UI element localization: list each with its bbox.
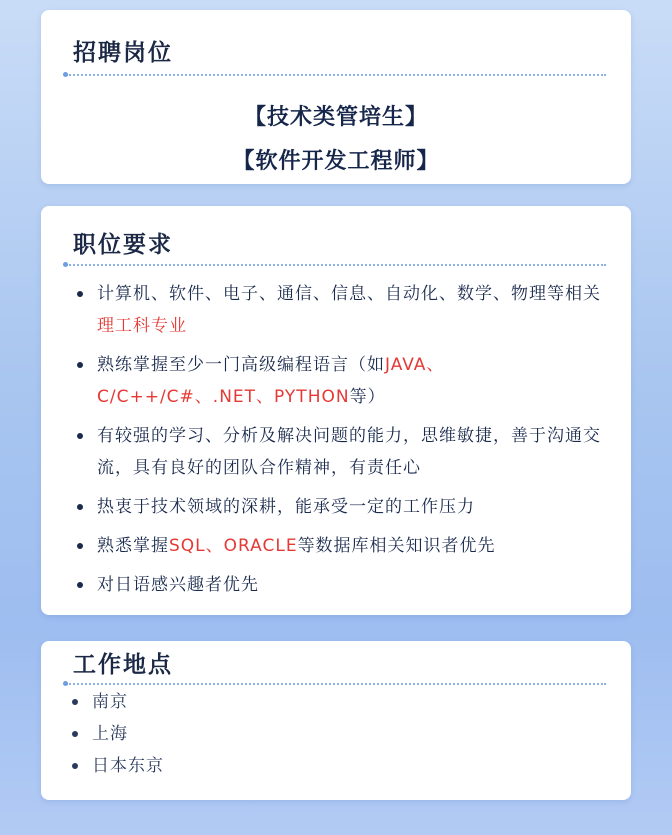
bullet-dot xyxy=(77,504,83,510)
requirement-highlight: SQL、ORACLE xyxy=(169,536,298,556)
position-list xyxy=(41,96,631,184)
requirement-item xyxy=(77,420,613,484)
bullet-dot xyxy=(77,543,83,549)
location-card xyxy=(41,641,631,800)
location-text: 日本东京 xyxy=(92,756,164,776)
requirement-item xyxy=(77,569,613,601)
location-item-shanghai xyxy=(72,718,164,750)
bullet-dot xyxy=(77,433,83,439)
location-divider xyxy=(66,683,606,685)
requirement-text: 等数据库相关知识者优先 xyxy=(297,536,496,556)
location-list xyxy=(72,686,164,782)
divider-dot xyxy=(63,72,68,77)
location-item-tokyo xyxy=(72,750,164,782)
requirement-item xyxy=(77,491,613,523)
bullet-dot xyxy=(72,731,78,737)
requirement-text: 熟悉掌握 xyxy=(97,536,169,556)
positions-card xyxy=(41,10,631,184)
location-title: 工作地点 xyxy=(73,651,173,678)
requirement-highlight: JAVA、C/C++/C#、.NET、PYTHON xyxy=(97,355,445,407)
positions-divider xyxy=(66,74,606,76)
positions-title: 招聘岗位 xyxy=(73,39,173,66)
position-item-software-engineer: 【软件开发工程师】 xyxy=(232,149,440,174)
requirement-item xyxy=(77,278,613,342)
divider-dot xyxy=(63,681,68,686)
location-text: 南京 xyxy=(92,692,128,712)
requirement-text: 等） xyxy=(349,387,386,407)
requirement-item xyxy=(77,530,613,562)
requirement-item xyxy=(77,349,613,413)
location-text: 上海 xyxy=(92,724,128,744)
requirement-highlight: 理工科专业 xyxy=(97,316,187,336)
requirement-text: 熟练掌握至少一门高级编程语言（如 xyxy=(97,355,385,375)
requirement-text: 热衷于技术领域的深耕，能承受一定的工作压力 xyxy=(97,497,475,517)
requirements-list xyxy=(77,278,613,608)
bullet-dot xyxy=(72,763,78,769)
requirement-text: 有较强的学习、分析及解决问题的能力，思维敏捷，善于沟通交流，具有良好的团队合作精神，有责任心 xyxy=(97,426,601,478)
location-item-nanjing xyxy=(72,686,164,718)
position-item-management-trainee: 【技术类管培生】 xyxy=(243,105,428,130)
bullet-dot xyxy=(72,699,78,705)
requirement-text: 对日语感兴趣者优先 xyxy=(97,575,259,595)
requirements-title: 职位要求 xyxy=(73,231,173,258)
requirement-text: 计算机、软件、电子、通信、信息、自动化、数学、物理等相关 xyxy=(97,284,601,304)
bullet-dot xyxy=(77,582,83,588)
divider-dot xyxy=(63,262,68,267)
requirements-card xyxy=(41,206,631,615)
bullet-dot xyxy=(77,362,83,368)
requirements-divider xyxy=(66,264,606,266)
bullet-dot xyxy=(77,291,83,297)
